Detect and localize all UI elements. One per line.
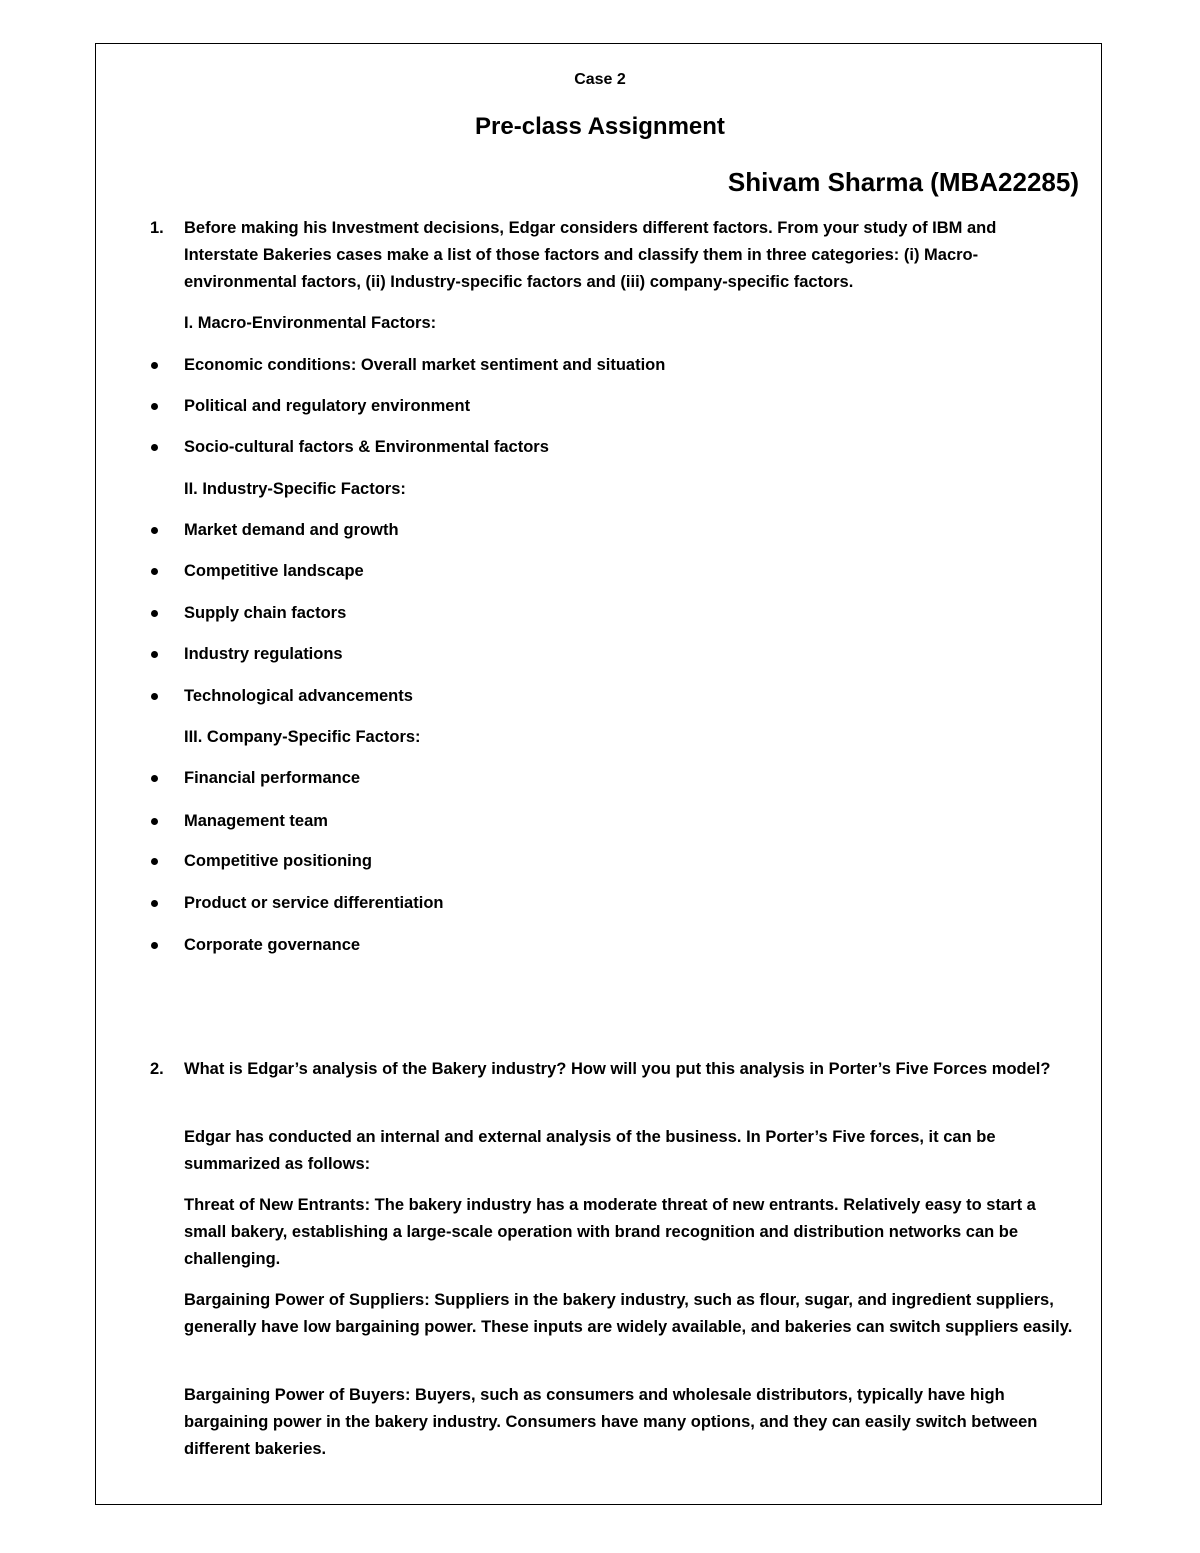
threat-of-new-entrants-paragraph: Threat of New Entrants: The bakery industry has a moderate threat of new entrants. Relatively easy to start a small bakery, establishing a large-scale operation with brand recognition and distribution networks can be challenging. [184,1196,1036,1268]
list-item: Competitive landscape [184,562,364,580]
section-heading-macro: I. Macro-Environmental Factors: [184,314,437,332]
bullet-icon [151,775,158,782]
list-item: Market demand and growth [184,521,399,539]
bullet-icon [151,610,158,617]
buyer-power-paragraph: Bargaining Power of Buyers: Buyers, such as consumers and wholesale distributors, typically have high bargaining power in the bakery industry. Consumers have many options, and they can easily switch between different bakeries. [184,1386,1038,1458]
list-item: Product or service differentiation [184,894,444,912]
section-heading-company: III. Company-Specific Factors: [184,728,421,746]
list-item: Industry regulations [184,645,343,663]
bullet-icon [151,651,158,658]
bullet-icon [151,444,158,451]
list-item: Socio-cultural factors & Environmental factors [184,438,549,456]
list-item: Management team [184,812,328,830]
list-item: Financial performance [184,769,361,787]
list-item: Competitive positioning [184,852,372,870]
list-item: Supply chain factors [184,604,347,622]
list-item: Economic conditions: Overall market sentiment and situation [184,356,666,374]
bullet-icon [151,942,158,949]
list-item: Corporate governance [184,936,361,954]
answer-intro-paragraph: Edgar has conducted an internal and external analysis of the business. In Porter’s Five forces, it can be summarized as follows: [184,1128,996,1173]
section-heading-industry: II. Industry-Specific Factors: [184,480,406,498]
question-1-text: Before making his Investment decisions, Edgar considers different factors. From your study of IBM and Interstate Bakeries cases make a list of those factors and classify them in three categories: (i) Macro-environmental factors, (ii) Industry-specific factors and (iii) company-specific factors. [184,219,997,291]
list-item: Political and regulatory environment [184,397,471,415]
question-2-number: 2. [150,1060,164,1078]
question-1-number: 1. [150,219,164,237]
bullet-icon [151,900,158,907]
bullet-icon [151,818,158,825]
list-item: Technological advancements [184,687,413,705]
bullet-icon [151,362,158,369]
bullet-icon [151,693,158,700]
author-name: Shivam Sharma (MBA22285) [727,167,1079,197]
question-2-text: What is Edgar’s analysis of the Bakery industry? How will you put this analysis in Porter’s Five Forces model? [184,1060,1051,1078]
document-title: Pre-class Assignment [475,113,725,140]
bullet-icon [151,527,158,534]
case-label: Case 2 [574,71,626,88]
supplier-power-paragraph: Bargaining Power of Suppliers: Suppliers in the bakery industry, such as flour, sugar, and ingredient suppliers, generally have low bargaining power. These inputs are widely available, and bakeries can switch suppliers easily. [184,1291,1073,1336]
bullet-icon [151,858,158,865]
bullet-icon [151,403,158,410]
bullet-icon [151,568,158,575]
